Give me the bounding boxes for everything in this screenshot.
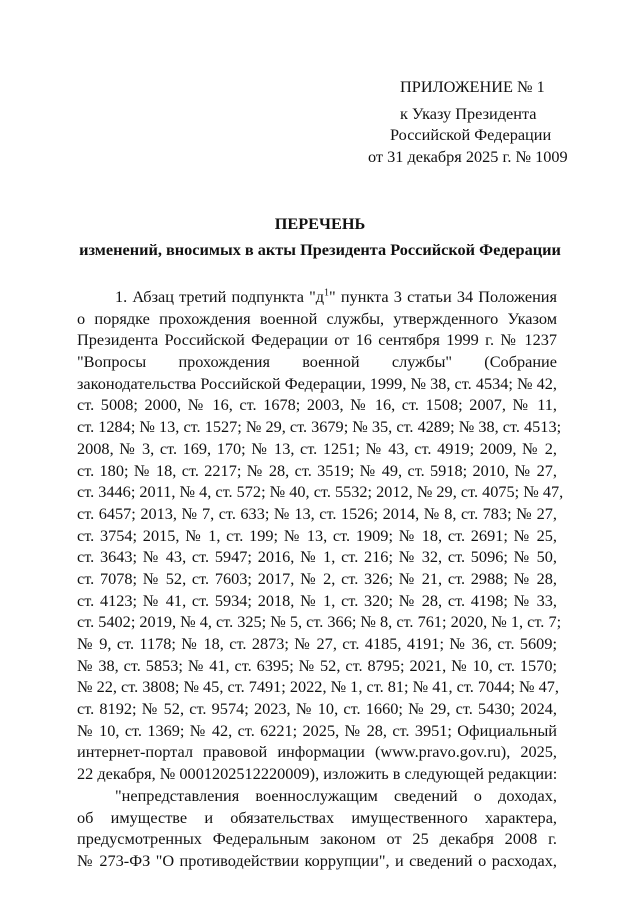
paragraph-line: 22 декабря, № 0001202512220009), изложить в следующей редакции: bbox=[77, 764, 558, 784]
quote-line: "непредставления военнослужащим сведений о доходах, bbox=[115, 785, 557, 805]
paragraph-line: 1. Абзац третий подпункта "$д^1$" пункта 3 статьи 34 Положения bbox=[115, 287, 558, 306]
paragraph-line: интернет-портал правовой информации (www.pravo.gov.ru), 2025, bbox=[77, 742, 557, 762]
paragraph-line: ст. 5008; 2000, № 16, ст. 1678; 2003, № 16, ст. 1508; 2007, № 11, bbox=[77, 395, 557, 415]
paragraph-line: ст. 6457; 2013, № 7, ст. 633; № 13, ст. 1526; 2014, № 8, ст. 783; № 27, bbox=[77, 503, 557, 523]
paragraph-line: законодательства Российской Федерации, 1999, № 38, ст. 4534; № 42, bbox=[77, 373, 557, 393]
quote-line: № 273-ФЗ "О противодействии коррупции", и сведений о расходах, bbox=[77, 850, 557, 870]
paragraph-line: ст. 5402; 2019, № 4, ст. 325; № 5, ст. 366; № 8, ст. 761; 2020, № 1, ст. 7; bbox=[77, 612, 562, 632]
paragraph-line: ст. 7078; № 52, ст. 7603; 2017, № 2, ст. 326; № 21, ст. 2988; № 28, bbox=[77, 568, 557, 588]
paragraph-line: "Вопросы прохождения военной службы" (Собрание bbox=[77, 352, 557, 372]
paragraph-line: № 10, ст. 1369; № 42, ст. 6221; 2025, № 28, ст. 3951; Официальный bbox=[77, 720, 557, 740]
paragraph-line: ст. 1284; № 13, ст. 1527; № 29, ст. 3679; № 35, ст. 4289; № 38, ст. 4513; bbox=[77, 417, 562, 437]
paragraph-line: ст. 180; № 18, ст. 2217; № 28, ст. 3519; № 49, ст. 5918; 2010, № 27, bbox=[77, 460, 557, 480]
paragraph-line: ст. 3754; 2015, № 1, ст. 199; № 13, ст. 1909; № 18, ст. 2691; № 25, bbox=[77, 525, 557, 545]
quote-line: предусмотренных Федеральным законом от 25 декабря 2008 г. bbox=[77, 829, 557, 849]
appendix-number: ПРИЛОЖЕНИЕ № 1 bbox=[400, 77, 545, 96]
appendix-to-decree: к Указу Президента bbox=[400, 104, 537, 123]
paragraph-line: № 9, ст. 1178; № 18, ст. 2873; № 27, ст. 4185, 4191; № 36, ст. 5609; bbox=[77, 634, 557, 653]
document-subtitle: изменений, вносимых в акты Президента Российской Федерации bbox=[79, 240, 561, 259]
paragraph-line: о порядке прохождения военной службы, утвержденного Указом bbox=[77, 308, 557, 328]
paragraph-line: № 38, ст. 5853; № 41, ст. 6395; № 52, ст. 8795; 2021, № 10, ст. 1570; bbox=[77, 655, 557, 675]
document-body bbox=[77, 286, 564, 872]
superscript: 1 bbox=[324, 287, 330, 299]
paragraph-line: ст. 4123; № 41, ст. 5934; 2018, № 1, ст. 320; № 28, ст. 4198; № 33, bbox=[77, 590, 557, 610]
appendix-country: Российской Федерации bbox=[390, 125, 552, 144]
document-title: ПЕРЕЧЕНЬ bbox=[274, 214, 366, 233]
appendix-date-number: от 31 декабря 2025 г. № 1009 bbox=[368, 147, 568, 166]
paragraph-line: ст. 8192; № 52, ст. 9574; 2023, № 10, ст. 1660; № 29, ст. 5430; 2024, bbox=[77, 699, 557, 719]
quote-line: об имуществе и обязательствах имущественного характера, bbox=[77, 807, 557, 827]
paragraph-line: ст. 3446; 2011, № 4, ст. 572; № 40, ст. 5532; 2012, № 29, ст. 4075; № 47, bbox=[77, 482, 564, 502]
paragraph-line: ст. 3643; № 43, ст. 5947; 2016, № 1, ст. 216; № 32, ст. 5096; № 50, bbox=[77, 547, 557, 567]
paragraph-line: № 22, ст. 3808; № 45, ст. 7491; 2022, № 1, ст. 81; № 41, ст. 7044; № 47, bbox=[77, 677, 559, 697]
paragraph-line: 2008, № 3, ст. 169, 170; № 13, ст. 1251; № 43, ст. 4919; 2009, № 2, bbox=[77, 438, 557, 458]
paragraph-line: Президента Российской Федерации от 16 сентября 1999 г. № 1237 bbox=[77, 330, 557, 350]
